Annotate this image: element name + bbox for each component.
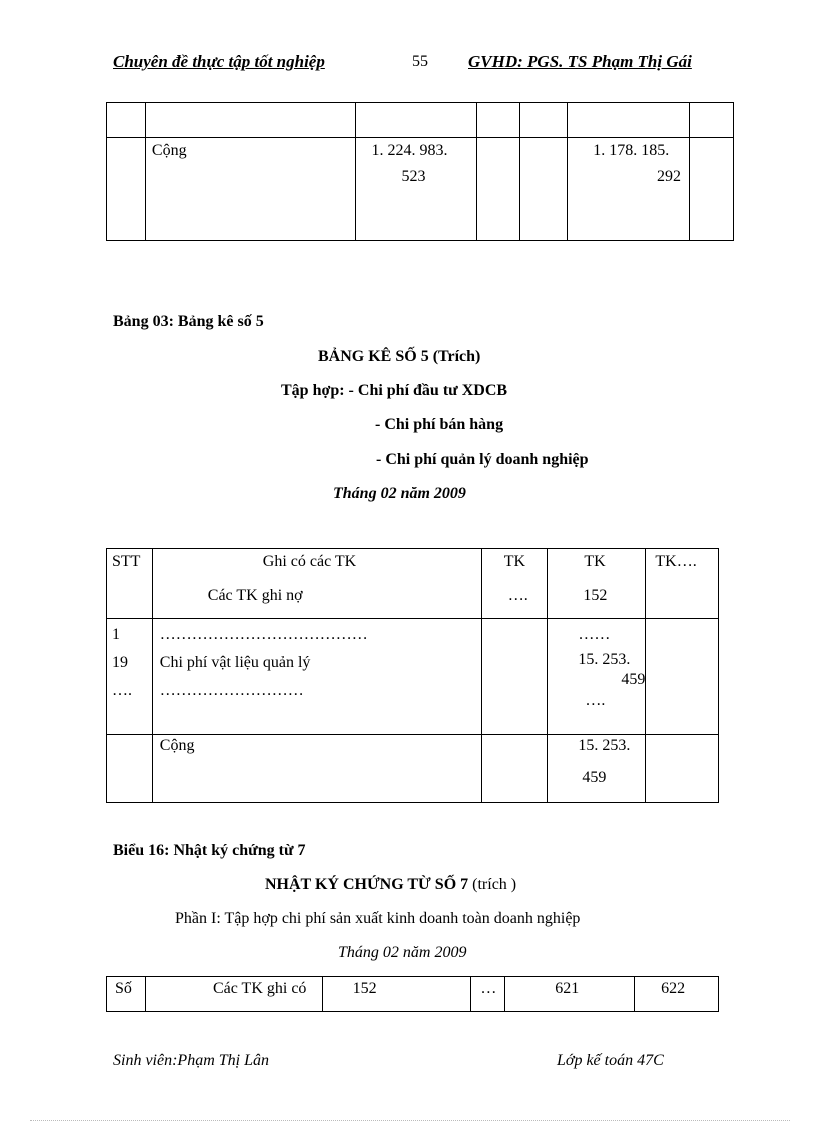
subtitle-tap-hop: Tập hợp: - Chi phí đầu tư XDCB [281, 382, 508, 399]
t2-r-desc2: Chi phí vật liệu quản lý [159, 654, 311, 671]
subtitle-chi-phi-ban-hang: - Chi phí bán hàng [375, 416, 504, 433]
t2-r-val2-line2: 459 [621, 671, 646, 688]
caption-bang-03: Bảng 03: Bảng kê số 5 [113, 313, 264, 330]
t1-blank-7 [690, 103, 734, 138]
t1-total-value2-line1: 1. 178. 185. [593, 142, 670, 159]
page-number: 55 [412, 53, 428, 70]
footer-student: Sinh viên:Phạm Thị Lân [113, 1052, 269, 1069]
t2-h-ghi-co-cell [152, 549, 481, 619]
t2-body-tk1-cell [481, 619, 548, 735]
t1-total-c4 [477, 138, 520, 241]
t2-h-stt-cell [107, 549, 153, 619]
t3-h-622: 622 [661, 980, 686, 997]
t2-total-line1: 15. 253. [578, 737, 631, 754]
subtitle-phan-1: Phần I: Tập hợp chi phí sản xuất kinh doanh toàn doanh nghiệp [175, 910, 581, 927]
table-bang-ke-5 [106, 548, 719, 803]
t2-total-tk3-cell [646, 735, 719, 803]
t3-h-622-cell [635, 977, 719, 1012]
title-nhat-ky-7 [265, 876, 516, 894]
t3-h-621-cell [505, 977, 635, 1012]
t2-r-stt2: 19 [112, 654, 128, 671]
t2-h-tk2-cell [548, 549, 646, 619]
t2-body-tk2-cell [548, 619, 646, 735]
t2-r-desc3: ……………………… [159, 682, 304, 699]
t1-total-value1-line2: 523 [401, 168, 426, 185]
t1-total-value1-line1: 1. 224. 983. [371, 142, 448, 159]
month-nhat-ky-7: Tháng 02 năm 2009 [338, 944, 467, 961]
t2-h-tk2: TK [584, 553, 606, 570]
t1-total-stt [107, 138, 146, 241]
header-advisor: GVHD: PGS. TS Phạm Thị Gái [468, 52, 692, 71]
t2-total-stt-cell [107, 735, 153, 803]
t1-total-label: Cộng [151, 142, 187, 159]
t1-blank-6 [568, 103, 690, 138]
t2-total-label-cell [152, 735, 481, 803]
t1-blank-5 [520, 103, 568, 138]
t3-h-so: Số [115, 980, 132, 997]
t2-r-val1: …… [578, 626, 611, 643]
t2-r-stt1: 1 [112, 626, 120, 643]
t2-h-tk1-cell [481, 549, 548, 619]
title-bang-ke-5: BẢNG KÊ SỐ 5 (Trích) [318, 348, 481, 365]
t3-h-621: 621 [555, 980, 580, 997]
t2-r-val3: …. [585, 692, 606, 709]
t1-blank-3 [355, 103, 477, 138]
t1-total-c5 [520, 138, 568, 241]
t3-h-so-cell [107, 977, 146, 1012]
t2-r-desc1: ………………………………… [159, 626, 368, 643]
t2-h-tk2-sub: 152 [583, 587, 608, 604]
t2-r-val2-line1: 15. 253. [578, 651, 631, 668]
t1-total-value2-line2: 292 [657, 168, 682, 185]
month-bang-ke-5: Tháng 02 năm 2009 [333, 485, 466, 502]
t2-total-tk2-cell [548, 735, 646, 803]
t2-h-tk1-sub: …. [507, 587, 528, 604]
table1 [106, 102, 734, 241]
t2-total-tk1-cell [481, 735, 548, 803]
t1-total-value1-cell [355, 138, 477, 241]
t2-h-tk3: TK…. [655, 553, 697, 570]
page-bottom-divider [30, 1120, 790, 1121]
footer-class: Lớp kế toán 47C [557, 1052, 664, 1069]
t2-h-ghi-co: Ghi có các TK [262, 553, 357, 570]
t3-h-cac-tk-cell [145, 977, 322, 1012]
caption-bieu-16: Biểu 16: Nhật ký chứng từ 7 [113, 842, 306, 859]
t2-body-desc-cell [152, 619, 481, 735]
title-nhat-ky-7-suffix: (trích ) [468, 876, 517, 893]
title-nhat-ky-7-main: NHẬT KÝ CHỨNG TỪ SỐ 7 [265, 876, 469, 893]
t3-h-152-cell [322, 977, 471, 1012]
t1-total-value2-cell [568, 138, 690, 241]
t3-h-cac-tk: Các TK ghi có [212, 980, 307, 997]
table-nhat-ky-7 [106, 976, 719, 1012]
header-title: Chuyên đề thực tập tốt nghiệp [113, 52, 325, 71]
t2-body-stt-cell [107, 619, 153, 735]
t2-body-tk3-cell [646, 619, 719, 735]
t1-total-label-cell [145, 138, 355, 241]
t2-h-tk1: TK [503, 553, 526, 570]
t1-blank-4 [477, 103, 520, 138]
t1-total-c7 [690, 138, 734, 241]
t2-h-tk3-cell [646, 549, 719, 619]
t2-h-ghi-no: Các TK ghi nợ [207, 587, 303, 604]
subtitle-chi-phi-quan-ly: - Chi phí quản lý doanh nghiệp [376, 451, 589, 468]
t2-h-stt: STT [112, 553, 141, 570]
t2-total-line2: 459 [582, 769, 607, 786]
t1-blank-1 [107, 103, 146, 138]
t2-r-stt3: …. [112, 682, 132, 699]
t3-h-dots-cell [471, 977, 505, 1012]
t3-h-152: 152 [352, 980, 377, 997]
t3-h-dots: … [480, 980, 497, 997]
t1-blank-2 [145, 103, 355, 138]
t2-total-label: Cộng [159, 737, 195, 754]
